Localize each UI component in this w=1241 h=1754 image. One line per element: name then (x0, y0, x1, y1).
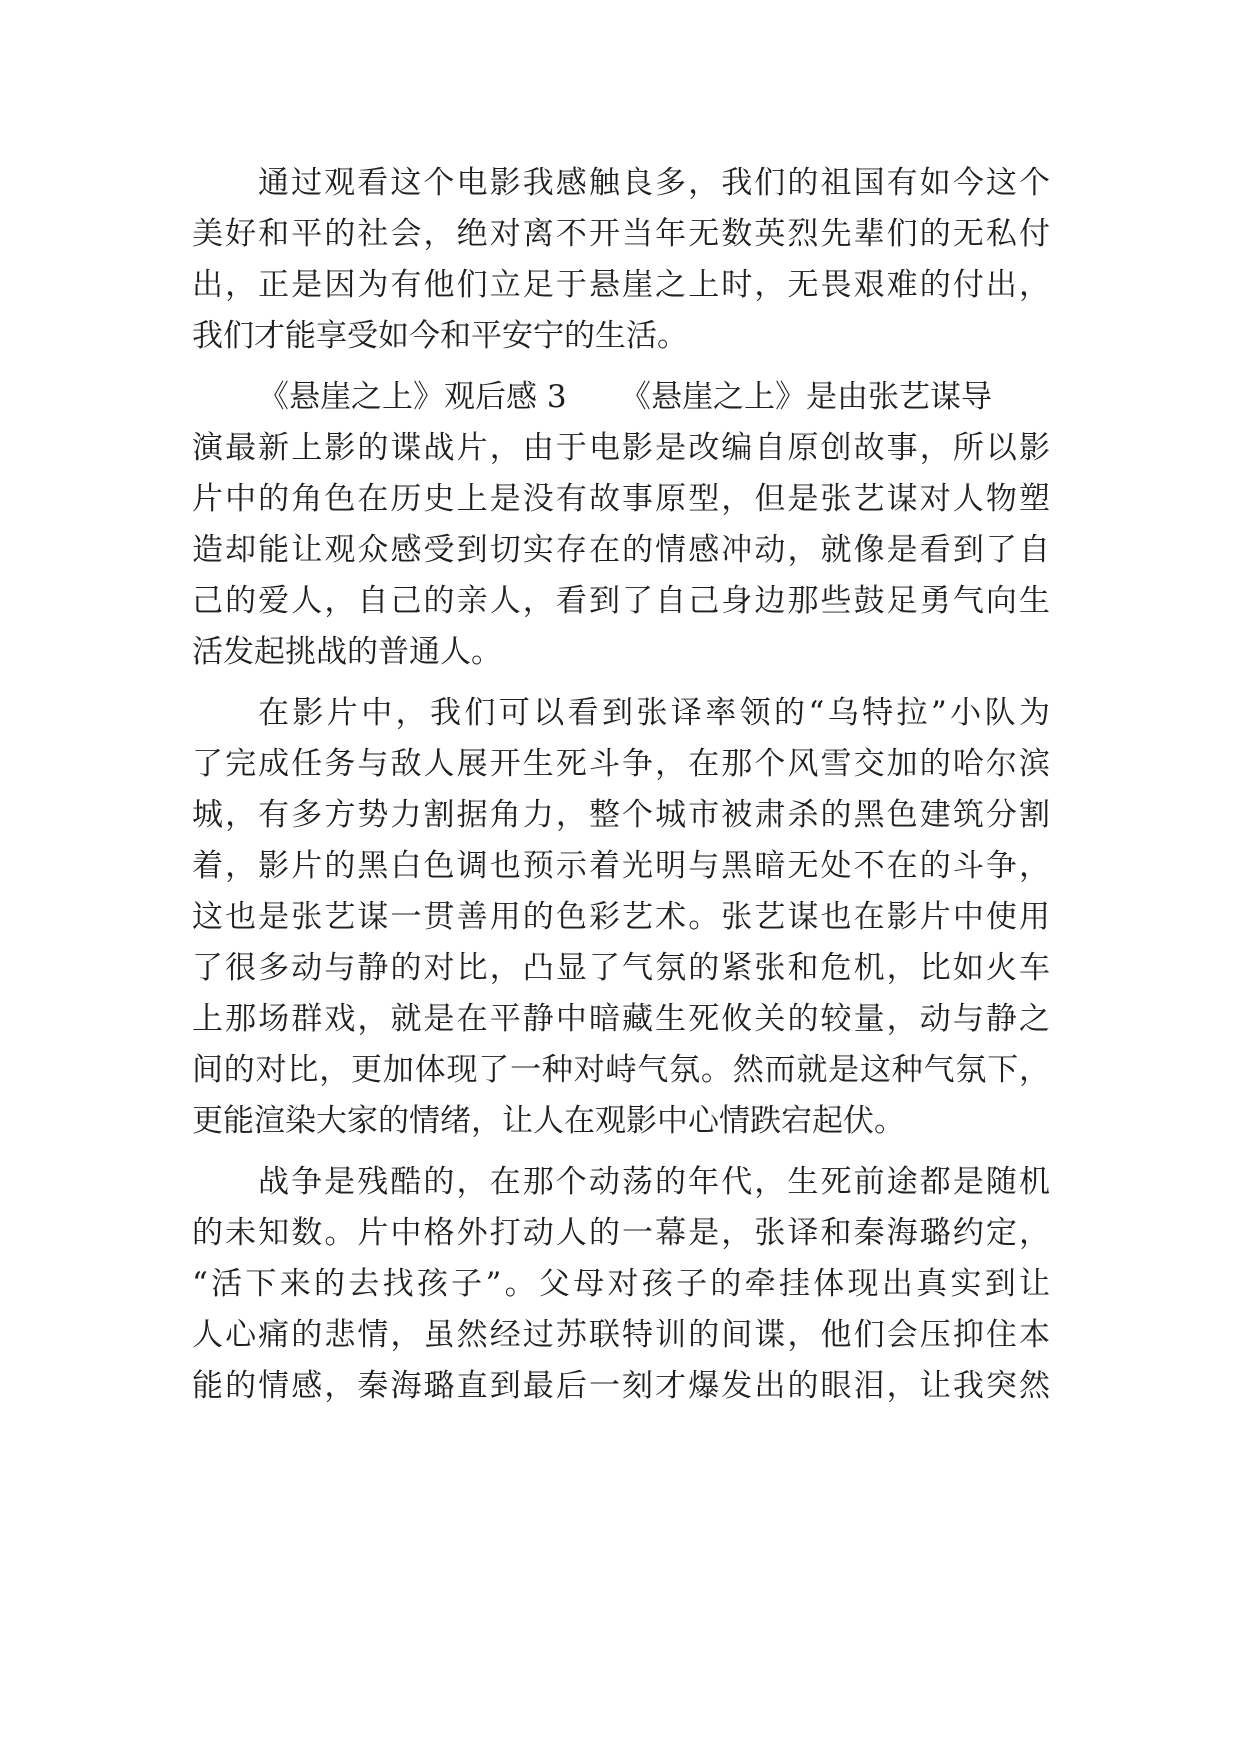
text-line: 出，正是因为有他们立足于悬崖之上时，无畏艰难的付出， (192, 267, 1050, 303)
text-line (192, 372, 1050, 423)
paragraph-1 (192, 158, 1050, 362)
text-line: 战争是残酷的，在那个动荡的年代，生死前途都是随机 (258, 1164, 1050, 1200)
text-line: 人心痛的悲情，虽然经过苏联特训的间谍，他们会压抑住本 (192, 1317, 1050, 1353)
section-heading: 《悬崖之上》观后感 3 (258, 379, 567, 415)
text-line: 演最新上影的谍战片，由于电影是改编自原创故事，所以影 (192, 430, 1050, 466)
text-line: 这也是张艺谋一贯善用的色彩艺术。张艺谋也在影片中使用 (192, 899, 1050, 935)
text-line: 通过观看这个电影我感触良多，我们的祖国有如今这个 (258, 165, 1050, 201)
paragraph-spacer (192, 678, 1050, 688)
document-body (192, 158, 1050, 1412)
text-line: 美好和平的社会，绝对离不开当年无数英烈先辈们的无私付 (192, 216, 1050, 252)
text-line: “活下来的去找孩子”。父母对孩子的牵挂体现出真实到让 (192, 1266, 1050, 1302)
paragraph-3 (192, 688, 1050, 1147)
text-line: 城，有多方势力割据角力，整个城市被肃杀的黑色建筑分割 (192, 797, 1050, 833)
text-line: 造却能让观众感受到切实存在的情感冲动，就像是看到了自 (192, 532, 1050, 568)
text-line: 了完成任务与敌人展开生死斗争，在那个风雪交加的哈尔滨 (192, 746, 1050, 782)
text-line: 在影片中，我们可以看到张译率领的“乌特拉”小队为 (258, 695, 1050, 731)
text-line-continuation: 《悬崖之上》是由张艺谋导 (620, 379, 992, 415)
text-line: 的未知数。片中格外打动人的一幕是，张译和秦海璐约定， (192, 1215, 1050, 1251)
text-line: 能的情感，秦海璐直到最后一刻才爆发出的眼泪，让我突然 (192, 1368, 1050, 1404)
paragraph-2 (192, 372, 1050, 678)
text-line: 了很多动与静的对比，凸显了气氛的紧张和危机，比如火车 (192, 950, 1050, 986)
text-line: 我们才能享受如今和平安宁的生活。 (192, 318, 688, 354)
text-line: 片中的角色在历史上是没有故事原型，但是张艺谋对人物塑 (192, 481, 1050, 517)
paragraph-4 (192, 1157, 1050, 1412)
text-line: 活发起挑战的普通人。 (192, 634, 502, 670)
paragraph-spacer (192, 362, 1050, 372)
paragraph-spacer (192, 1147, 1050, 1157)
text-line: 着，影片的黑白色调也预示着光明与黑暗无处不在的斗争， (192, 848, 1050, 884)
text-line: 更能渲染大家的情绪，让人在观影中心情跌宕起伏。 (192, 1103, 905, 1139)
text-line: 上那场群戏，就是在平静中暗藏生死攸关的较量，动与静之 (192, 1001, 1050, 1037)
text-line: 己的爱人，自己的亲人，看到了自己身边那些鼓足勇气向生 (192, 583, 1050, 619)
text-line: 间的对比，更加体现了一种对峙气氛。然而就是这种气氛下， (192, 1052, 1050, 1088)
